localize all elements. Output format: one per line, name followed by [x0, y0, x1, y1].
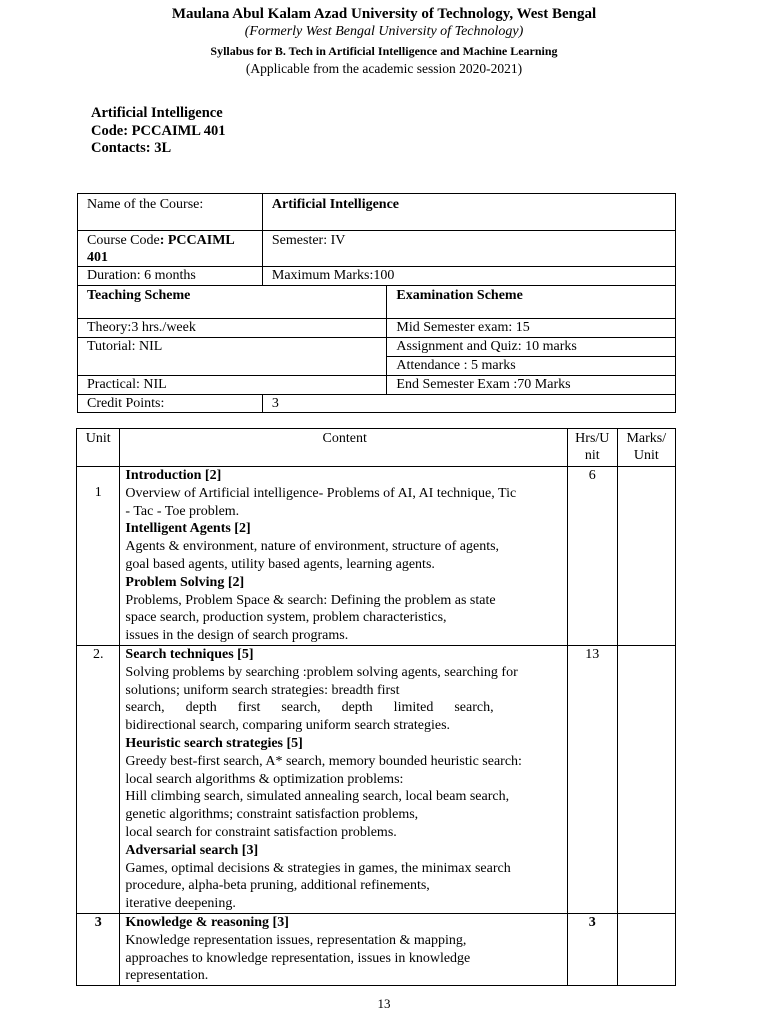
unit-marks	[617, 913, 675, 985]
topic-text: procedure, alpha-beta pruning, additional refinements,	[125, 878, 430, 894]
practical: Practical: NIL	[78, 376, 387, 395]
topic-text: Problems, Problem Space & search: Defining the problem as state	[125, 592, 496, 608]
topic-text: Solving problems by searching :problem solving agents, searching for	[125, 664, 518, 680]
topic-text: Agents & environment, nature of environment, structure of agents,	[125, 539, 500, 555]
teaching-scheme-heading: Teaching Scheme	[78, 286, 387, 319]
syllabus-row	[77, 645, 676, 913]
unit-number	[77, 467, 120, 646]
marks-header-line1: Marks/	[626, 431, 667, 446]
topic-text: representation.	[125, 968, 209, 984]
syllabus-row	[77, 913, 676, 985]
mid-semester-marks: Mid Semester exam: 15	[387, 319, 676, 338]
topic-heading: Adversarial search [3]	[125, 842, 259, 858]
credit-points-label: Credit Points:	[78, 395, 263, 413]
course-title: Artificial Intelligence	[91, 105, 223, 121]
examination-scheme-heading: Examination Scheme	[387, 286, 676, 319]
topic-text: - Tac - Toe problem.	[125, 503, 240, 519]
page-number: 13	[377, 996, 391, 1011]
assignment-marks: Assignment and Quiz: 10 marks	[387, 338, 676, 357]
syllabus-header-row	[77, 429, 676, 467]
unit-number-text: 1	[94, 485, 102, 500]
topic-text: search, depth first search, depth limited search,	[125, 700, 494, 716]
topic-text: Greedy best-first search, A* search, memory bounded heuristic search:	[125, 753, 522, 769]
marks-header-line2: Unit	[633, 448, 659, 463]
course-code-bold: : PCCAIML	[159, 233, 235, 248]
semester: Semester: IV	[262, 231, 675, 267]
university-name: Maulana Abul Kalam Azad University of Technology, West Bengal	[171, 6, 597, 22]
syllabus-row	[77, 467, 676, 646]
course-name-value: Artificial Intelligence	[262, 194, 675, 231]
topic-text: Hill climbing search, simulated annealing search, local beam search,	[125, 789, 510, 805]
topic-heading: Knowledge & reasoning [3]	[125, 914, 289, 930]
topic-heading: Problem Solving [2]	[125, 574, 245, 590]
topic-heading: Heuristic search strategies [5]	[125, 735, 303, 751]
tutorial: Tutorial: NIL	[78, 338, 387, 376]
topic-text: Knowledge representation issues, representation & mapping,	[125, 932, 467, 948]
former-name: (Formerly West Bengal University of Technology)	[244, 24, 524, 39]
hours-header-line2: nit	[584, 448, 600, 463]
course-name-label: Name of the Course:	[78, 194, 263, 231]
unit-hours-text: 13	[585, 646, 600, 662]
topic-text: iterative deepening.	[125, 896, 236, 912]
course-code-cell	[78, 231, 263, 267]
syllabus-table	[76, 428, 676, 986]
unit-hours-text: 3	[588, 914, 596, 930]
topic-text: bidirectional search, comparing uniform search strategies.	[125, 718, 451, 734]
unit-number-text: 3	[94, 914, 102, 930]
topic-text: Overview of Artificial intelligence- Problems of AI, AI technique, Tic	[125, 485, 517, 501]
topic-heading: Intelligent Agents [2]	[125, 521, 251, 537]
hours-header-line1: Hrs/U	[575, 431, 610, 446]
topic-text: approaches to knowledge representation, issues in knowledge	[125, 950, 471, 966]
attendance-marks: Attendance : 5 marks	[387, 357, 676, 376]
marks-header	[617, 429, 675, 467]
topic-text: space search, production system, problem characteristics,	[125, 610, 447, 626]
unit-marks	[617, 645, 675, 913]
unit-number	[77, 913, 120, 985]
topic-text: Games, optimal decisions & strategies in games, the minimax search	[125, 860, 511, 876]
syllabus-body	[77, 467, 676, 986]
end-semester-marks: End Semester Exam :70 Marks	[387, 376, 676, 395]
course-code-prefix: Course Code	[87, 233, 160, 248]
topic-text: issues in the design of search programs.	[125, 628, 349, 644]
course-code: Code: PCCAIML 401	[91, 122, 226, 139]
unit-header: Unit	[77, 429, 120, 467]
unit-hours-text: 6	[588, 468, 596, 483]
course-code-line2: 401	[87, 250, 108, 265]
syllabus-title: Syllabus for B. Tech in Artificial Intelligence and Machine Learning	[210, 44, 558, 58]
duration: Duration: 6 months	[78, 267, 263, 286]
maximum-marks: Maximum Marks:100	[262, 267, 675, 286]
unit-content	[120, 467, 568, 646]
theory-hours: Theory:3 hrs./week	[78, 319, 387, 338]
topic-heading: Search techniques [5]	[125, 646, 254, 662]
course-heading	[91, 105, 226, 158]
unit-content	[120, 645, 568, 913]
credit-points-value: 3	[262, 395, 675, 413]
unit-number-text: 2.	[92, 646, 104, 662]
topic-text: goal based agents, utility based agents, learning agents.	[125, 556, 435, 572]
unit-hours	[568, 467, 618, 646]
unit-marks	[617, 467, 675, 646]
applicable-session: (Applicable from the academic session 2020-2021)	[245, 61, 523, 76]
hours-header	[568, 429, 618, 467]
unit-hours	[568, 645, 618, 913]
unit-number	[77, 645, 120, 913]
content-header: Content	[120, 429, 568, 467]
course-contacts: Contacts: 3L	[91, 140, 172, 156]
unit-content	[120, 913, 568, 985]
topic-text: solutions; uniform search strategies: breadth first	[125, 682, 400, 698]
topic-text: local search algorithms & optimization problems:	[125, 771, 404, 787]
course-info-table	[77, 193, 676, 413]
topic-text: local search for constraint satisfaction problems.	[125, 824, 397, 840]
topic-text: genetic algorithms; constraint satisfaction problems,	[125, 807, 419, 823]
unit-hours	[568, 913, 618, 985]
topic-heading: Introduction [2]	[125, 468, 222, 483]
